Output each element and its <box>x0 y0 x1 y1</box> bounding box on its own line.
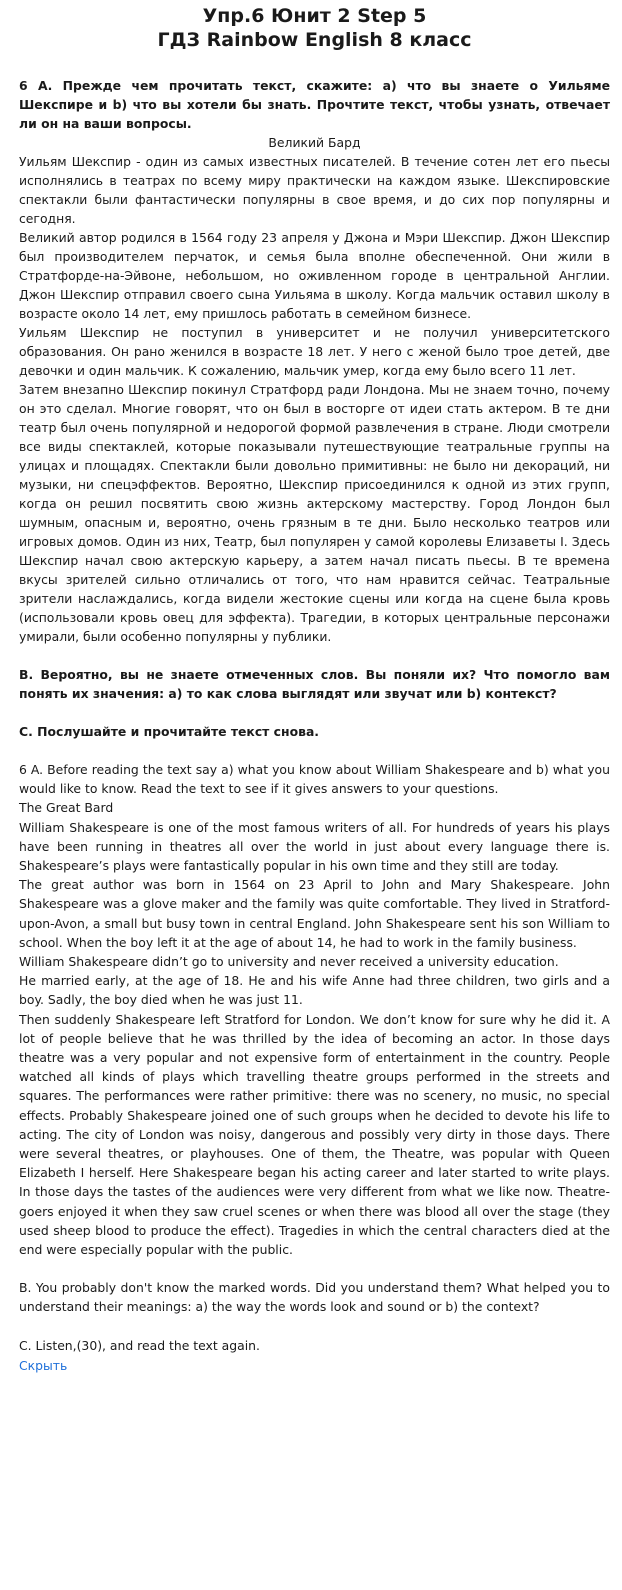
paragraph-en-4: He married early, at the age of 18. He and his wife Anne had three children, two girls and a boy. Sadly, the boy died when he was just 11. <box>19 973 610 1008</box>
task-b-en: B. You probably don't know the marked words. Did you understand them? What helped you to understand their meanings: a) the way the words look and sound or b) the context? <box>19 1280 610 1315</box>
paragraph-ru-3: Уильям Шекспир не поступил в университет и не получил университетского образования. Он рано женился в возрасте 18 лет. У него с женой было трое детей, две девочки и один мальчик. К сожалению, мальчик умер, когда ему было всего 11 лет. <box>19 325 610 378</box>
paragraph-ru-2: Великий автор родился в 1564 году 23 апреля у Джона и Мэри Шекспир. Джон Шекспир был производителем перчаток, и семья была вполне обеспеченной. Они жили в Стратфорде-на-Эйвоне, небольшом, но оживленном городе в центральной Англии. Джон Шекспир отправил своего сына Уильяма в школу. Когда мальчик оставил школу в возрасте около 14 лет, ему пришлось работать в семейном бизнесе. <box>19 230 610 321</box>
spacer <box>19 646 610 665</box>
spacer <box>19 1259 610 1278</box>
english-original <box>19 760 610 1355</box>
paragraph-en-2: The great author was born in 1564 on 23 April to John and Mary Shakespeare. John Shakespeare was a glove maker and the family was quite comfortable. They lived in Stratford-upon-Avon, a small but busy town in central England. John Shakespeare sent his son William to school. When the boy left it at the age of about 14, he had to work in the family business. <box>19 877 610 950</box>
russian-translation <box>19 76 610 760</box>
paragraph-ru-1: Уильям Шекспир - один из самых известных писателей. В течение сотен лет его пьесы исполнялись в театрах по всему миру практически на каждом языке. Шекспировские спектакли были фантастически популярны в свое время, и до сих пор популярны и сегодня. <box>19 154 610 226</box>
task-a-en: 6 A. Before reading the text say a) what you know about William Shakespeare and b) what you would like to know. Read the text to see if it gives answers to your questions. <box>19 762 610 797</box>
paragraph-en-3: William Shakespeare didn’t go to university and never received a university education. <box>19 954 559 970</box>
task-a-ru: 6 А. Прежде чем прочитать текст, скажите: а) что вы знаете о Уильяме Шекспире и b) что вы хотели бы знать. Прочтите текст, чтобы узнать, отвечает ли он на ваши вопросы. <box>19 78 610 131</box>
text-heading-ru: Великий Бард <box>268 135 361 150</box>
paragraph-en-5: Then suddenly Shakespeare left Stratford for London. We don’t know for sure why he did it. A lot of people believe that he was thrilled by the idea of becoming an actor. In those days theatre was a very popular and not expensive form of entertainment in the country. People watched all kinds of plays which travelling theatre groups performed in the streets and squares. The performances were rather primitive: there was no scenery, no music, no special effects. Probably Shakespeare joined one of such groups when he decided to devote his life to acting. The city of London was noisy, dangerous and possibly very dirty in those days. There were several theatres, or playhouses. One of them, the Theatre, was popular with Queen Elizabeth I herself. Here Shakespeare began his acting career and later started to write plays. In those days the tastes of the audiences were very different from what we like now. Theatre-goers enjoyed it when they saw cruel scenes or when there was blood all over the stage (they used sheep blood to produce the effect). Tragedies in which the central characters died at the end were especially popular with the public. <box>19 1011 610 1258</box>
spacer <box>19 741 610 760</box>
page-title <box>19 4 610 52</box>
task-c-en: C. Listen,(30), and read the text again. <box>19 1337 260 1353</box>
title-line-2: ГДЗ Rainbow English 8 класс <box>157 29 472 51</box>
task-b-ru: B. Вероятно, вы не знаете отмеченных слов. Вы поняли их? Что помогло вам понять их значения: а) то как слова выглядят или звучат или b) контекст? <box>19 667 610 701</box>
paragraph-en-1: William Shakespeare is one of the most famous writers of all. For hundreds of years his plays have been running in theatres all over the world in just about every language there is. Shakespeare’s plays were fantastically popular in his own time and they still are today. <box>19 819 610 874</box>
task-c-ru: С. Послушайте и прочитайте текст снова. <box>19 724 320 739</box>
spacer <box>19 1317 610 1336</box>
hide-link[interactable]: Скрыть <box>19 1357 68 1373</box>
text-heading-en: The Great Bard <box>19 800 114 816</box>
spacer <box>19 703 610 722</box>
paragraph-ru-4: Затем внезапно Шекспир покинул Стратфорд ради Лондона. Мы не знаем точно, почему он это сделал. Многие говорят, что он был в восторге от идеи стать актером. В те дни театр был очень популярной и недорогой формой развлечения в стране. Люди смотрели все виды спектаклей, которые показывали путешествующие театральные группы на улицах и площадях. Спектакли были довольно примитивны: не было ни декораций, ни музыки, ни спецэффектов. Вероятно, Шекспир присоединился к одной из этих групп, когда он решил посвятить свою жизнь актерскому мастерству. Город Лондон был шумным, опасным и, вероятно, очень грязным в те дни. Было несколько театров или игровых домов. Один из них, Театр, был популярен у самой королевы Елизаветы I. Здесь Шекспир начал свою актерскую карьеру, а затем начал писать пьесы. В те времена вкусы зрителей сильно отличались от того, что нам нравится сейчас. Театральные зрители наслаждались, когда видели жестокие сцены или когда на сцене была кровь (использовали кровь овец для эффекта). Трагедии, в которых центральные персонажи умирали, были особенно популярны у публики. <box>19 382 610 644</box>
title-line-1: Упр.6 Юнит 2 Step 5 <box>202 5 427 27</box>
